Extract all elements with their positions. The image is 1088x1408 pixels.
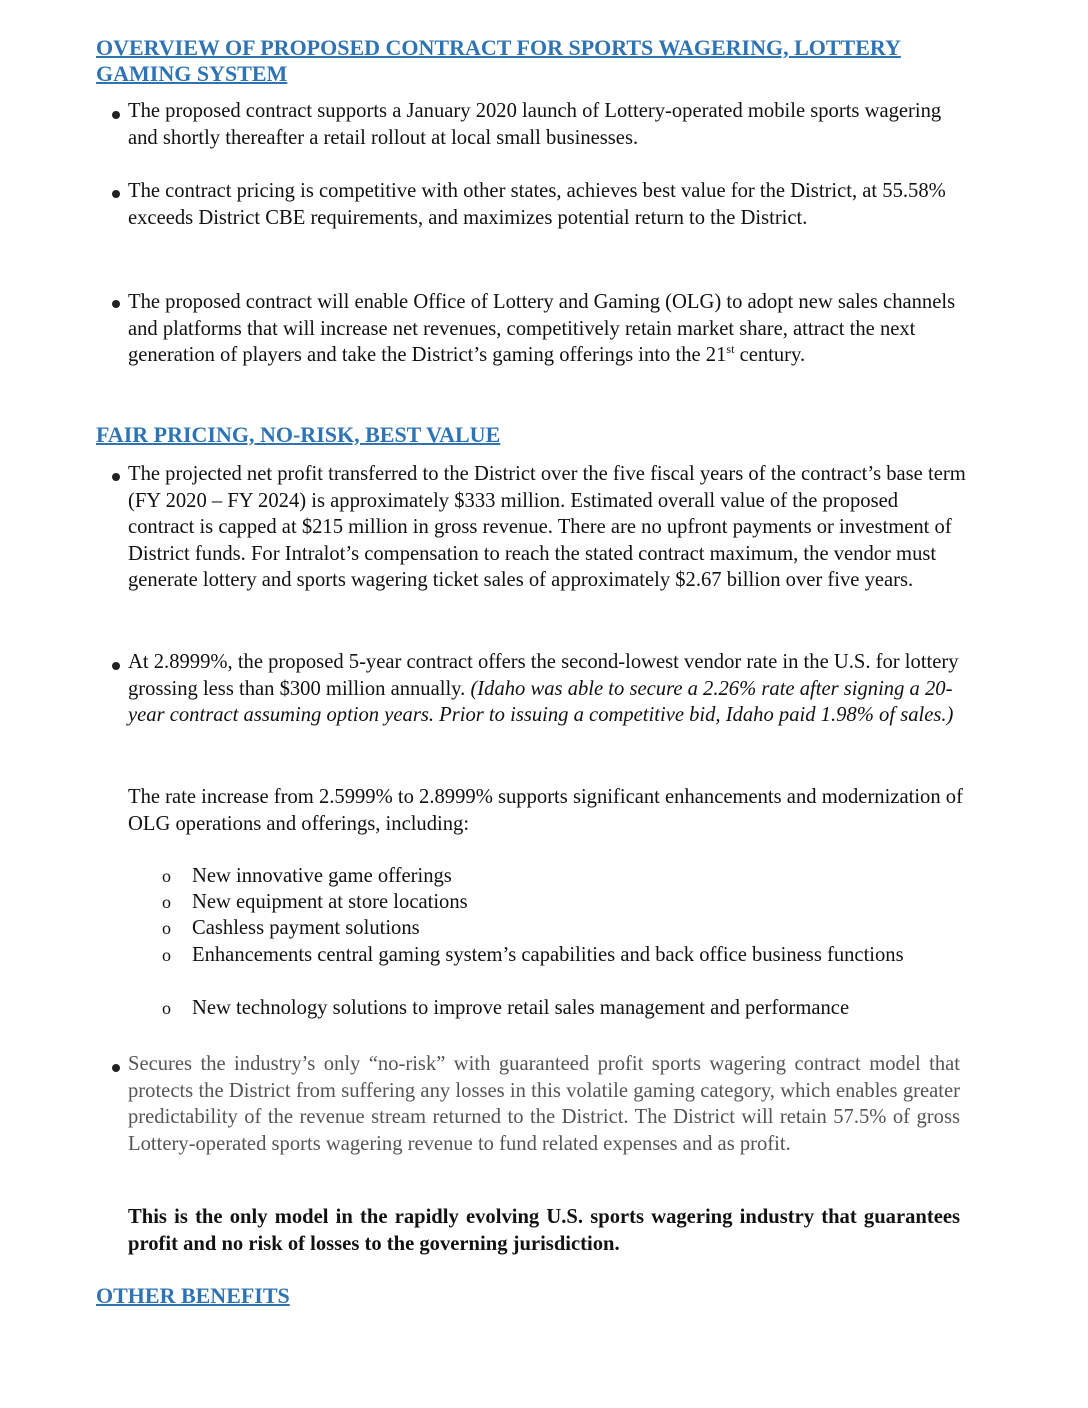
pricing-bullet-2 <box>128 649 968 729</box>
overview-bullet-3-end: century. <box>734 344 806 366</box>
bullet-icon <box>112 662 120 670</box>
list-item-text: New technology solutions to improve retail sales management and performance <box>192 997 850 1019</box>
pricing-heading: FAIR PRICING, NO-RISK, BEST VALUE <box>96 422 501 447</box>
circle-bullet-icon: o <box>162 998 171 1018</box>
other-benefits-heading: OTHER BENEFITS <box>96 1283 290 1308</box>
circle-bullet-icon: o <box>162 945 171 965</box>
list-item-text: New equipment at store locations <box>192 891 468 913</box>
pricing-bullet-3: Secures the industry’s only “no-risk” with guaranteed profit sports wagering contract model that protects the District from suffering any losses in this volatile gaming category, which enables greater predictability of the revenue stream returned to the District. The District will retain 57.5% of gross Lottery-operated sports wagering revenue to fund related expenses and as profit. <box>128 1053 960 1155</box>
overview-bullet-1: The proposed contract supports a January 2020 launch of Lottery-operated mobile sports wagering and shortly thereafter a retail rollout at local small businesses. <box>128 100 942 149</box>
list-item-text: New innovative game offerings <box>192 865 452 887</box>
overview-bullet-3 <box>128 289 968 369</box>
circle-bullet-icon: o <box>162 892 171 912</box>
bullet-icon <box>112 473 120 481</box>
list-item-text: Enhancements central gaming system’s capabilities and back office business functions <box>192 944 904 966</box>
bullet-icon <box>112 1064 120 1072</box>
circle-bullet-icon: o <box>162 918 171 938</box>
bullet-icon <box>112 190 120 198</box>
pricing-bullet-1: The projected net profit transferred to the District over the five fiscal years of the contract’s base term (FY 2020 – FY 2024) is approximately $333 million. Estimated overall value of the proposed contract is capped at $215 million in gross revenue. There are no upfront payments or investment of District funds. For Intralot’s compensation to reach the stated contract maximum, the vendor must generate lottery and sports wagering ticket sales of approximately $2.67 billion over five years. <box>128 463 966 591</box>
overview-heading-line2: GAMING SYSTEM <box>96 61 288 86</box>
bullet-icon <box>112 300 120 308</box>
overview-heading-line1: OVERVIEW OF PROPOSED CONTRACT FOR SPORTS WAGERING, LOTTERY <box>96 35 901 60</box>
idaho-note: (Idaho was able to secure a 2.26% rate after signing a 20-year contract assuming option years. Prior to issuing a competitive bid, Idaho paid 1.98% of sales.) <box>128 677 954 726</box>
circle-bullet-icon: o <box>162 866 171 886</box>
list-item-text: Cashless payment solutions <box>192 917 420 939</box>
bullet-icon <box>112 111 120 119</box>
superscript-st: st <box>726 342 735 357</box>
overview-heading <box>96 35 901 87</box>
rate-increase-paragraph: The rate increase from 2.5999% to 2.8999% supports significant enhancements and modernization of OLG operations and offerings, including: <box>128 786 963 835</box>
bold-statement: This is the only model in the rapidly evolving U.S. sports wagering industry that guarantees profit and no risk of losses to the governing jurisdiction. <box>128 1206 960 1255</box>
pricing-bullet-2-text: At 2.8999%, the proposed 5-year contract offers the second-lowest vendor rate in the U.S. for lottery grossing less than $300 million annually. <box>128 651 959 700</box>
overview-bullet-3-text: The proposed contract will enable Office of Lottery and Gaming (OLG) to adopt new sales channels and platforms that will increase net revenues, competitively retain market share, attract the next generation of players and take the District’s gaming offerings into the 21 <box>128 291 956 366</box>
overview-bullet-2: The contract pricing is competitive with other states, achieves best value for the District, at 55.58% exceeds District CBE requirements, and maximizes potential return to the District. <box>128 180 946 229</box>
